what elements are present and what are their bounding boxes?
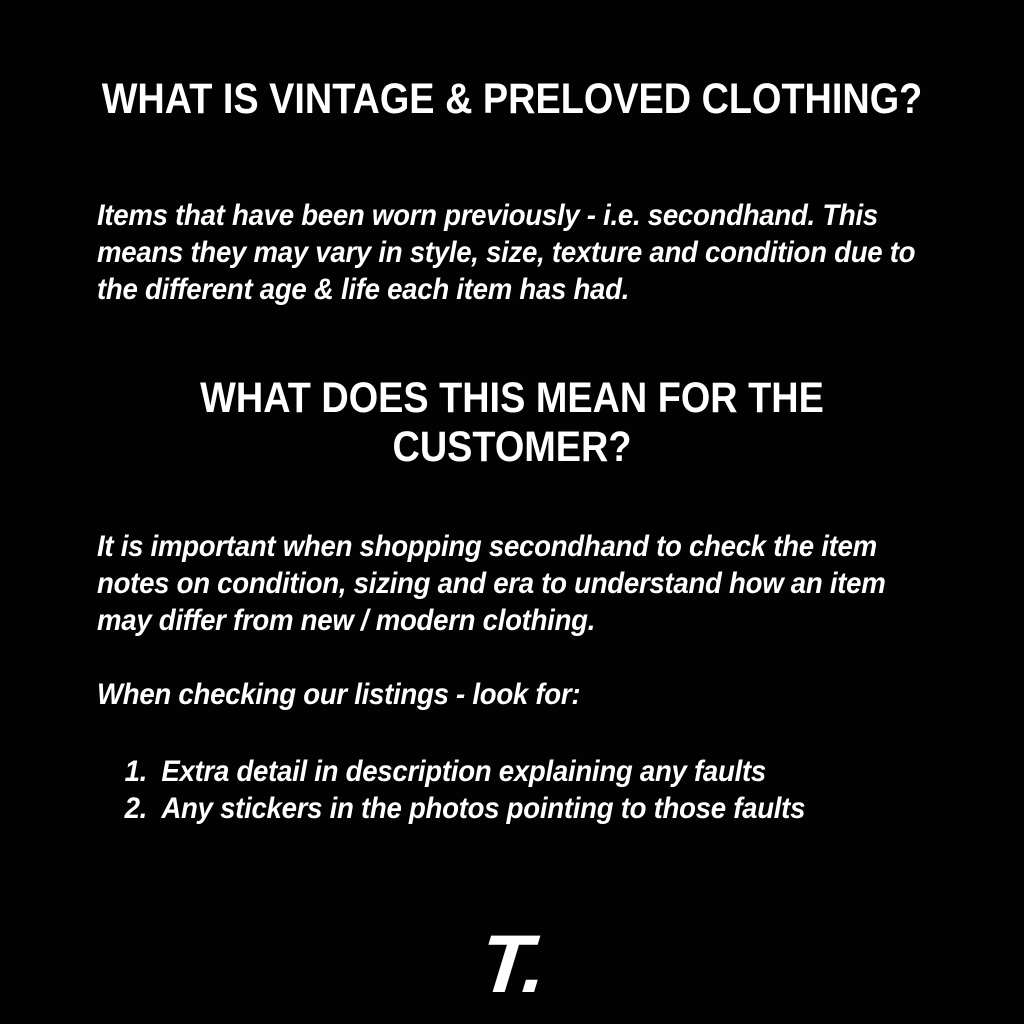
checklist-item-number: 2. bbox=[124, 792, 148, 826]
checklist-item-text: Extra detail in description explaining any faults bbox=[161, 755, 766, 789]
checklist-item-text: Any stickers in the photos pointing to those faults bbox=[161, 792, 806, 826]
brand-logo-t-icon: T. bbox=[475, 919, 549, 1010]
checklist-item-number: 1. bbox=[124, 755, 148, 789]
listings-lead-text: When checking our listings - look for: bbox=[97, 678, 581, 712]
customer-section-heading: WHAT DOES THIS MEAN FOR THE CUSTOMER? bbox=[200, 374, 824, 472]
footer bbox=[0, 919, 1024, 1010]
checklist-item bbox=[125, 753, 925, 790]
checklist bbox=[97, 753, 925, 827]
checklist-item bbox=[125, 790, 925, 827]
intro-paragraph: Items that have been worn previously - i.e. secondhand. This means they may vary in style, size, texture and condition due to the different age & life each item has had. bbox=[97, 199, 916, 307]
page-title: WHAT IS VINTAGE & PRELOVED CLOTHING? bbox=[101, 75, 923, 123]
customer-paragraph: It is important when shopping secondhand to check the item notes on condition, sizing and era to understand how an item may differ from new / modern clothing. bbox=[97, 530, 886, 638]
